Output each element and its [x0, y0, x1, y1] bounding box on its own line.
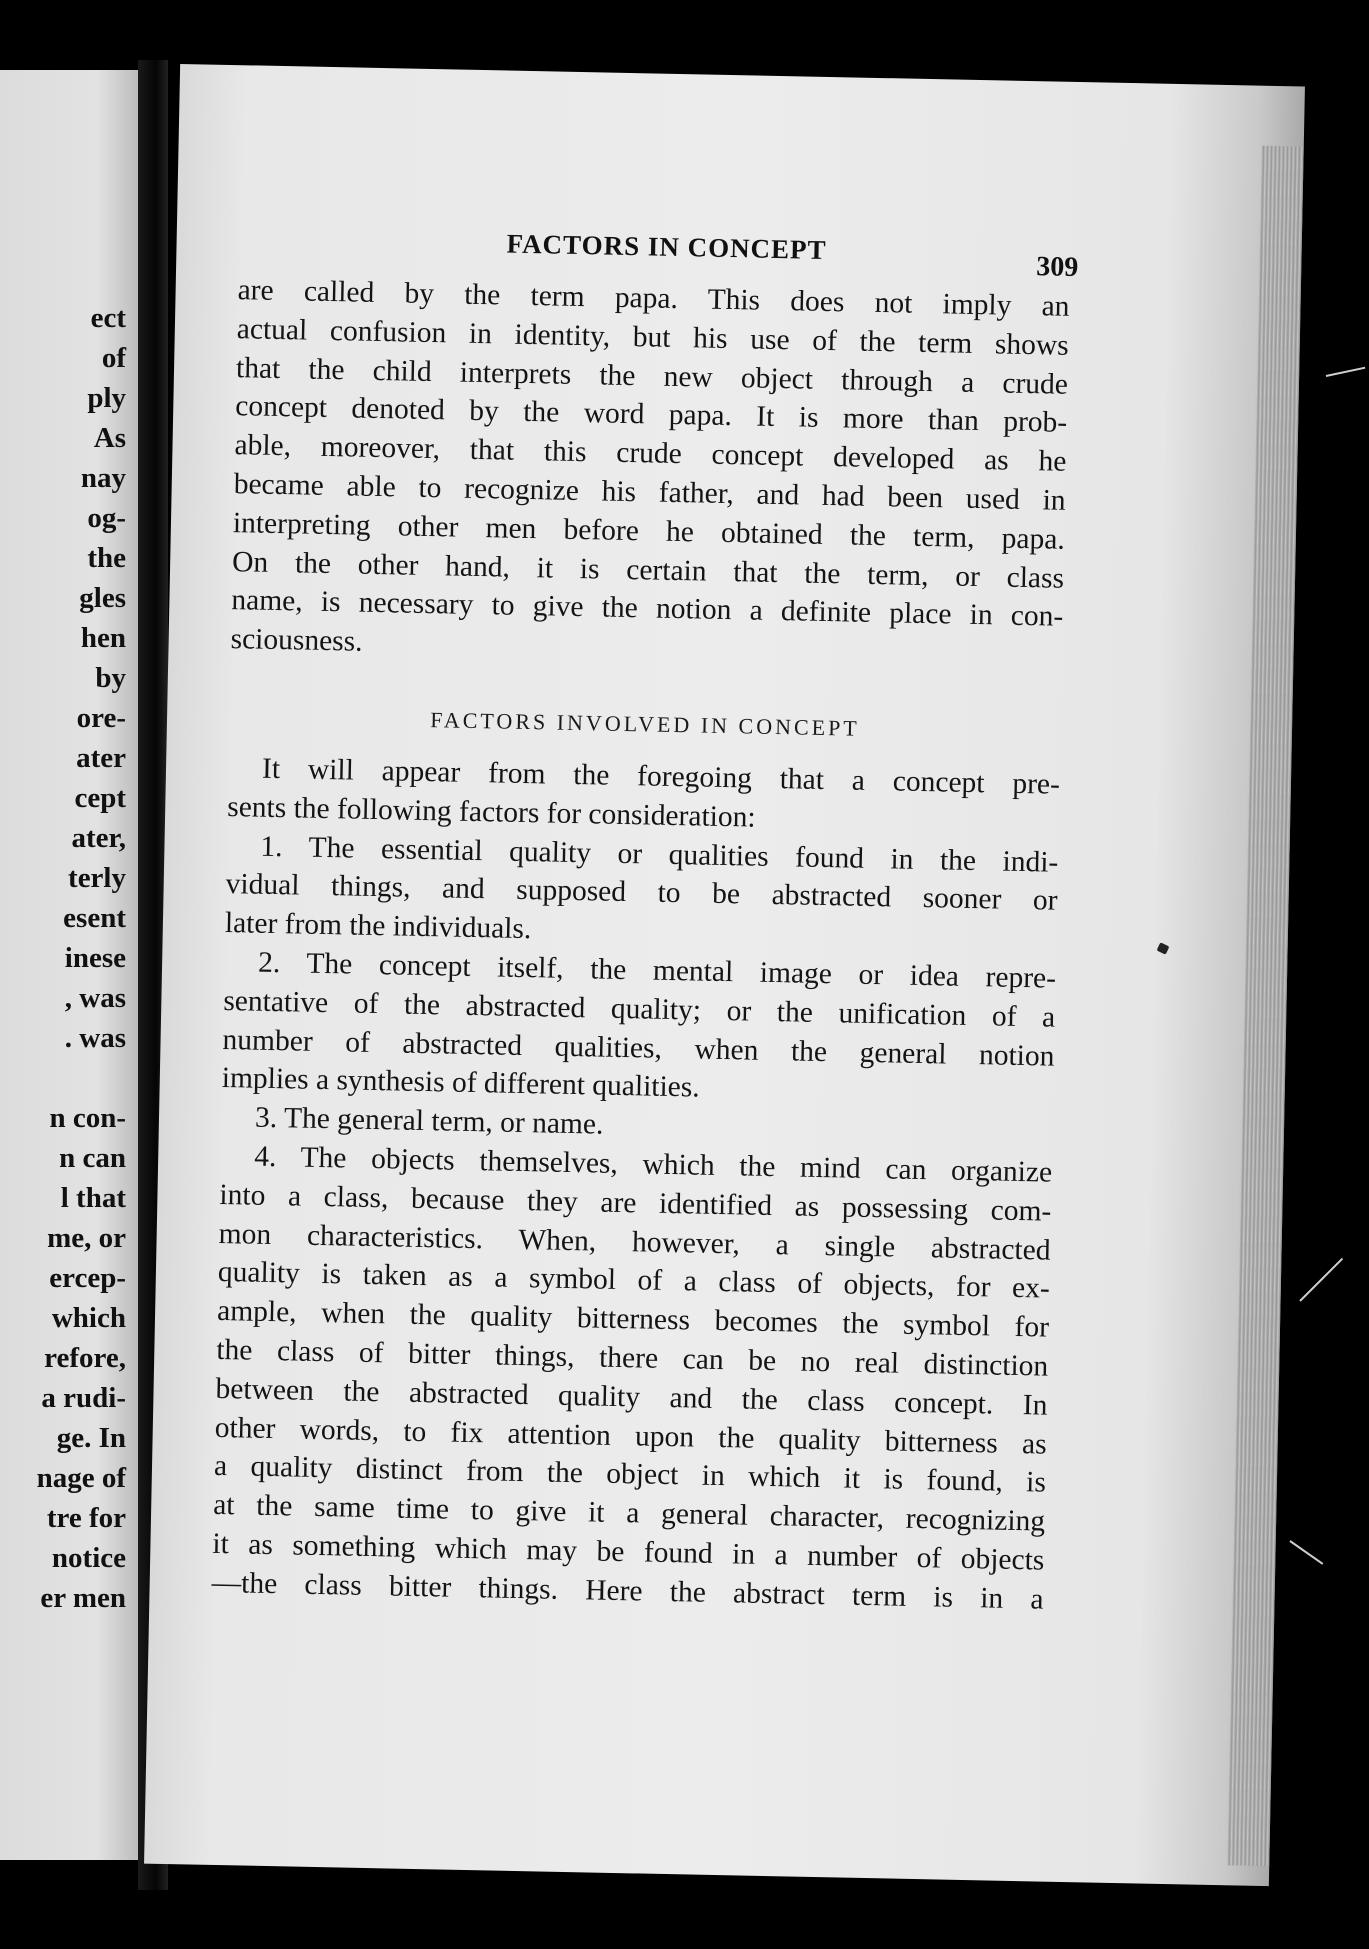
left-page-line: n can — [59, 1142, 126, 1174]
paragraph-1 — [230, 271, 1070, 676]
text-line: implies a synthesis of different qualities. — [221, 1062, 700, 1104]
text-line: other words, to fix attention upon the quality bitterness as — [214, 1411, 1047, 1461]
page-edges — [1227, 146, 1304, 1866]
left-page-line: ge. In — [56, 1422, 126, 1454]
main-page — [144, 64, 1305, 1886]
text-line: able, moreover, that this crude concept developed as he — [234, 429, 1067, 478]
text-line: that the child interprets the new object through a crude — [235, 351, 1069, 401]
text-line: into a class, because they are identified as possessing com- — [219, 1178, 1052, 1228]
text-line: at the same time to give it a general character, recognizing — [212, 1489, 1046, 1538]
text-line: a quality distinct from the object in which it is found, is — [213, 1450, 1047, 1499]
left-page-line: ore- — [76, 702, 126, 734]
left-page-line: ater — [76, 742, 126, 774]
text-line: 1. The essential quality or qualities found in the indi- — [260, 830, 1059, 879]
text-line: name, is necessary to give the notion a definite place in con- — [231, 584, 1064, 634]
left-page-line: ater, — [71, 822, 126, 854]
left-page-line: og- — [87, 502, 126, 534]
list-item-4 — [211, 1137, 1052, 1619]
text-line: On the other hand, it is certain that the term, or class — [231, 545, 1065, 595]
list-item-1 — [225, 827, 1059, 960]
running-head: FACTORS IN CONCEPT — [506, 228, 827, 265]
left-page-line: of — [101, 342, 126, 374]
left-page-line: inese — [64, 942, 126, 974]
left-page-line: ect — [90, 302, 126, 334]
left-page-line: l that — [60, 1182, 126, 1214]
left-page-line: the — [87, 542, 126, 574]
text-line: sentative of the abstracted quality; or the unification of a — [223, 984, 1056, 1034]
left-page-line: which — [51, 1302, 126, 1334]
page-number: 309 — [1035, 251, 1079, 284]
left-page-line: er men — [40, 1582, 126, 1614]
text-line: quality is taken as a symbol of a class of objects, for ex- — [217, 1256, 1051, 1305]
left-page-line: ply — [87, 382, 126, 414]
text-line: ample, when the quality bitterness becomes the symbol for — [216, 1295, 1050, 1344]
text-line: are called by the term papa. This does not imply an — [237, 274, 1070, 323]
left-page-line — [0, 1058, 126, 1098]
text-line: vidual things, and supposed to be abstracted sooner or — [225, 868, 1058, 918]
text-line: the class of bitter things, there can be no real distinction — [216, 1333, 1049, 1383]
left-page-line: As — [93, 422, 126, 454]
text-line: it as something which may be found in a number of objects — [212, 1527, 1045, 1577]
text-line: later from the individuals. — [224, 907, 532, 946]
left-page-line: n con- — [49, 1102, 126, 1134]
left-page-line: terly — [68, 862, 126, 894]
text-line: between the abstracted quality and the class concept. In — [215, 1372, 1048, 1422]
left-page-text — [0, 298, 126, 1618]
left-page-line: nay — [80, 462, 126, 494]
text-line: 2. The concept itself, the mental image or idea repre- — [257, 946, 1057, 995]
left-page-line: ercep- — [49, 1262, 126, 1294]
left-page-line: a rudi- — [41, 1382, 126, 1414]
list-item-2 — [221, 943, 1056, 1115]
text-line: number of abstracted qualities, when the general notion — [222, 1023, 1055, 1073]
left-page-line: notice — [51, 1542, 126, 1574]
text-line: concept denoted by the word papa. It is more than prob- — [234, 390, 1068, 440]
left-page-line: hen — [80, 622, 126, 654]
text-line: sciousness. — [230, 623, 363, 658]
text-block — [211, 271, 1070, 1619]
scan-mark — [1299, 1258, 1343, 1302]
section-heading: FACTORS INVOLVED IN CONCEPT — [430, 707, 861, 741]
left-page-line: nage of — [36, 1462, 126, 1494]
text-line: actual confusion in identity, but his use of the term shows — [236, 312, 1070, 362]
text-line: mon characteristics. When, however, a single abstracted — [218, 1217, 1051, 1267]
left-page-line: tre for — [46, 1502, 126, 1534]
left-page-line: , was — [64, 982, 126, 1014]
text-line: —the class bitter things. Here the abstract term is in a — [211, 1566, 1044, 1616]
text-line: sents the following factors for consideration: — [226, 790, 756, 834]
left-page-line: by — [95, 662, 126, 694]
left-page-line: . was — [64, 1022, 126, 1054]
left-page-line: cept — [74, 782, 126, 814]
text-line: became able to recognize his father, and had been used in — [233, 468, 1066, 517]
left-facing-page — [0, 70, 138, 1860]
left-page-line: refore, — [44, 1342, 126, 1374]
left-page-line: esent — [63, 902, 126, 934]
scan-mark — [1289, 1540, 1323, 1565]
left-page-line: gles — [79, 582, 126, 614]
left-page-line: me, or — [47, 1222, 126, 1254]
text-line: It will appear from the foregoing that a concept pre- — [261, 752, 1061, 801]
text-line: 3. The general term, or name. — [254, 1101, 604, 1141]
scan-mark — [1326, 367, 1366, 377]
text-line: 4. The objects themselves, which the mind can organize — [253, 1140, 1053, 1189]
text-line: interpreting other men before he obtained the term, papa. — [232, 506, 1066, 556]
